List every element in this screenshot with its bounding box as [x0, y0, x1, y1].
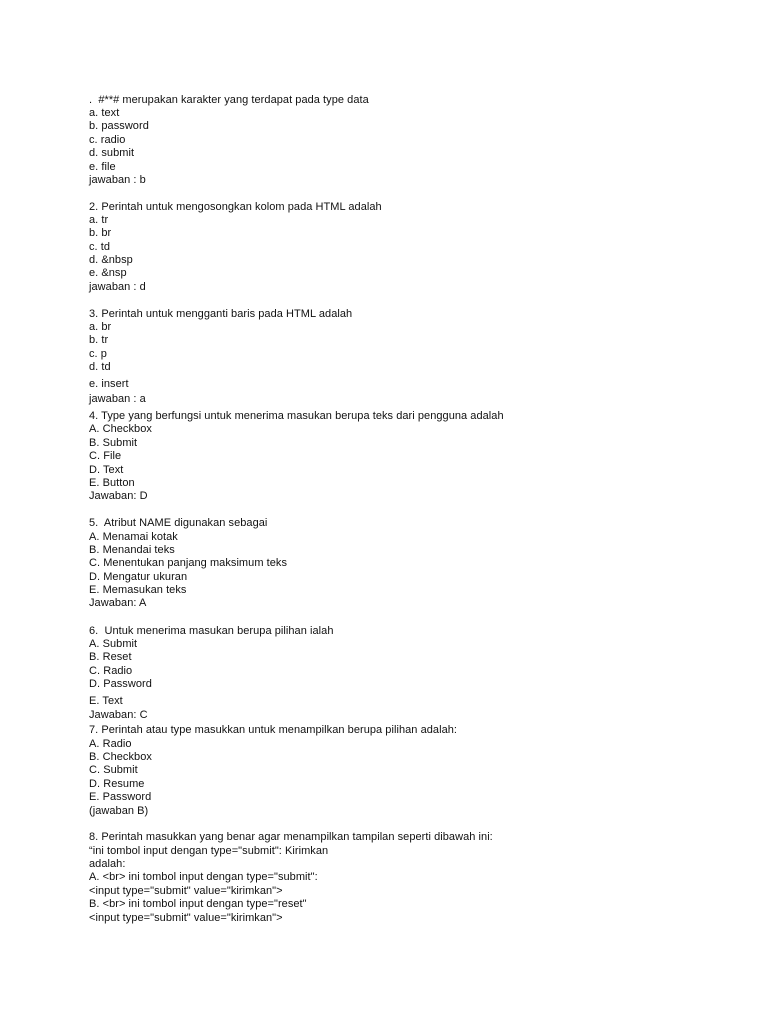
question-4-option-a: A. Checkbox [89, 423, 152, 435]
question-7-option-c: C. Submit [89, 764, 138, 776]
question-4-answer: Jawaban: D [89, 490, 148, 502]
question-5-text: 5. Atribut NAME digunakan sebagai [89, 517, 268, 529]
question-6-option-c: C. Radio [89, 665, 133, 677]
question-5-option-c: C. Menentukan panjang maksimum teks [89, 557, 288, 569]
question-2-option-a: a. tr [89, 214, 109, 226]
question-3-option-d: d. td [89, 361, 111, 373]
question-1-option-d: d. submit [89, 147, 135, 159]
question-1-option-c: c. radio [89, 134, 126, 146]
question-4-option-e: E. Button [89, 477, 135, 489]
question-7-option-a: A. Radio [89, 738, 132, 750]
question-3-option-a: a. br [89, 321, 112, 333]
question-1-answer: jawaban : b [89, 174, 146, 186]
question-2-option-c: c. td [89, 241, 111, 253]
question-1-option-e: e. file [89, 161, 116, 173]
question-8-example-2: adalah: [89, 858, 126, 870]
question-1-option-a: a. text [89, 107, 120, 119]
question-5-option-a: A. Menamai kotak [89, 531, 178, 543]
question-8-option-b-code: <input type="submit" value="kirimkan"> [89, 912, 283, 924]
question-5-option-b: B. Menandai teks [89, 544, 175, 556]
question-3-option-c: c. p [89, 348, 107, 360]
question-2-text: 2. Perintah untuk mengosongkan kolom pada HTML adalah [89, 201, 382, 213]
question-2-option-d: d. &nbsp [89, 254, 133, 266]
question-7-text: 7. Perintah atau type masukkan untuk menampilkan berupa pilihan adalah: [89, 724, 458, 736]
question-5-option-e: E. Memasukan teks [89, 584, 187, 596]
question-7-option-e: E. Password [89, 791, 152, 803]
question-3-text: 3. Perintah untuk mengganti baris pada HTML adalah [89, 308, 353, 320]
question-3-option-b: b. tr [89, 334, 109, 346]
question-5-answer: Jawaban: A [89, 597, 147, 609]
question-8-example-1: “ini tombol input dengan type="submit": Kirimkan [89, 845, 329, 857]
question-6-option-d: D. Password [89, 678, 152, 690]
question-1-text: . #**# merupakan karakter yang terdapat pada type data [89, 94, 369, 106]
question-4-option-d: D. Text [89, 464, 124, 476]
question-6-option-a: A. Submit [89, 638, 138, 650]
question-5-option-d: D. Mengatur ukuran [89, 571, 188, 583]
question-8-option-a-code: <input type="submit" value="kirimkan"> [89, 885, 283, 897]
question-4-option-c: C. File [89, 450, 122, 462]
question-6-text: 6. Untuk menerima masukan berupa pilihan ialah [89, 625, 334, 637]
question-8-option-a: A. <br> ini tombol input dengan type="submit": [89, 871, 318, 883]
question-8-text: 8. Perintah masukkan yang benar agar menampilkan tampilan seperti dibawah ini: [89, 831, 493, 843]
question-6-answer: Jawaban: C [89, 709, 148, 721]
question-2-answer: jawaban : d [89, 281, 146, 293]
question-4-text: 4. Type yang berfungsi untuk menerima masukan berupa teks dari pengguna adalah [89, 410, 504, 422]
question-3-answer: jawaban : a [89, 393, 146, 405]
question-2-option-e: e. &nsp [89, 267, 127, 279]
question-3-option-e: e. insert [89, 378, 129, 390]
question-7-option-b: B. Checkbox [89, 751, 152, 763]
question-7-option-d: D. Resume [89, 778, 145, 790]
question-2-option-b: b. br [89, 227, 112, 239]
question-4-option-b: B. Submit [89, 437, 138, 449]
question-6-option-e: E. Text [89, 695, 123, 707]
question-8-option-b: B. <br> ini tombol input dengan type="reset" [89, 898, 307, 910]
question-6-option-b: B. Reset [89, 651, 132, 663]
question-1-option-b: b. password [89, 120, 149, 132]
question-7-answer: (jawaban B) [89, 805, 149, 817]
